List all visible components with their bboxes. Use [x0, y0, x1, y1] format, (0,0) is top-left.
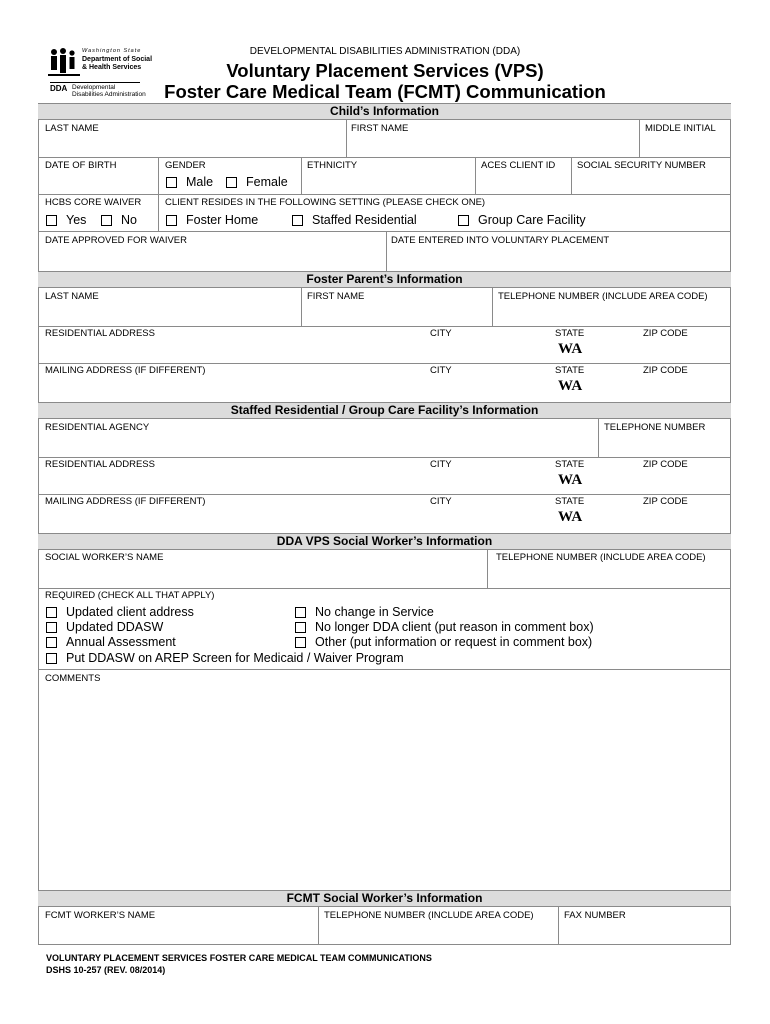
facility-mail-city-field[interactable]: CITY — [430, 496, 452, 507]
updated-ddasw-checkbox[interactable] — [46, 622, 57, 633]
updated-address-checkbox[interactable] — [46, 607, 57, 618]
child-ssn-field[interactable]: SOCIAL SECURITY NUMBER — [577, 160, 706, 171]
no-change-checkbox[interactable] — [295, 607, 306, 618]
foster-res-zip-field[interactable]: ZIP CODE — [643, 328, 688, 339]
facility-res-state-value: WA — [558, 472, 583, 488]
agency-name: DEVELOPMENTAL DISABILITIES ADMINISTRATION (DDA) — [249, 46, 521, 57]
option-no-longer-client[interactable]: No longer DDA client (put reason in comment box) — [295, 620, 594, 634]
logo-state: Washington State — [82, 48, 142, 54]
foster-mail-state-label: STATE — [555, 365, 585, 376]
option-updated-ddasw[interactable]: Updated DDASW — [46, 620, 163, 634]
annual-assessment-checkbox[interactable] — [46, 637, 57, 648]
gender-female-option[interactable]: Female — [226, 175, 288, 189]
gender-male-checkbox[interactable] — [166, 177, 177, 188]
setting-group-care-checkbox[interactable] — [458, 215, 469, 226]
section-child-heading: Child’s Information — [38, 103, 731, 120]
footer-form-number: DSHS 10-257 (REV. 08/2014) — [46, 965, 166, 975]
hcbs-no-option[interactable]: No — [101, 213, 137, 227]
foster-telephone-field[interactable]: TELEPHONE NUMBER (INCLUDE AREA CODE) — [498, 291, 708, 302]
child-first-name-field[interactable]: FIRST NAME — [351, 123, 409, 134]
foster-mail-state-value: WA — [558, 378, 583, 394]
foster-mail-zip-field[interactable]: ZIP CODE — [643, 365, 688, 376]
facility-mail-state-value: WA — [558, 509, 583, 525]
child-last-name-field[interactable]: LAST NAME — [45, 123, 99, 134]
setting-foster-home-option[interactable]: Foster Home — [166, 213, 258, 227]
option-arep-screen[interactable]: Put DDASW on AREP Screen for Medicaid / Waiver Program — [46, 651, 404, 665]
option-updated-address[interactable]: Updated client address — [46, 605, 194, 619]
facility-res-state-label: STATE — [555, 459, 585, 470]
facility-mail-address-field[interactable]: MAILING ADDRESS (IF DIFFERENT) — [45, 496, 206, 507]
foster-mail-address-field[interactable]: MAILING ADDRESS (IF DIFFERENT) — [45, 365, 206, 376]
foster-first-name-field[interactable]: FIRST NAME — [307, 291, 365, 302]
facility-mail-state-label: STATE — [555, 496, 585, 507]
form-frame — [38, 103, 731, 945]
section-fcmt-heading: FCMT Social Worker’s Information — [38, 890, 731, 907]
setting-staffed-residential-option[interactable]: Staffed Residential — [292, 213, 417, 227]
facility-res-zip-field[interactable]: ZIP CODE — [643, 459, 688, 470]
logo-dda-name: Developmental Disabilities Administration — [72, 84, 146, 98]
option-no-change[interactable]: No change in Service — [295, 605, 434, 619]
hcbs-waiver-label: HCBS CORE WAIVER — [45, 197, 142, 208]
child-middle-initial-field[interactable]: MIDDLE INITIAL — [645, 123, 716, 134]
section-vps-worker-heading: DDA VPS Social Worker’s Information — [38, 533, 731, 550]
arep-screen-checkbox[interactable] — [46, 653, 57, 664]
facility-telephone-field[interactable]: TELEPHONE NUMBER — [604, 422, 706, 433]
foster-res-city-field[interactable]: CITY — [430, 328, 452, 339]
child-gender-label: GENDER — [165, 160, 206, 171]
section-foster-heading: Foster Parent’s Information — [38, 271, 731, 288]
hcbs-yes-checkbox[interactable] — [46, 215, 57, 226]
option-annual-assessment[interactable]: Annual Assessment — [46, 635, 176, 649]
foster-last-name-field[interactable]: LAST NAME — [45, 291, 99, 302]
hcbs-no-checkbox[interactable] — [101, 215, 112, 226]
footer-form-name: VOLUNTARY PLACEMENT SERVICES FOSTER CARE MEDICAL TEAM COMMUNICATIONS — [46, 953, 432, 963]
vps-worker-name-field[interactable]: SOCIAL WORKER’S NAME — [45, 552, 164, 563]
facility-res-address-field[interactable]: RESIDENTIAL ADDRESS — [45, 459, 155, 470]
child-ethnicity-field[interactable]: ETHNICITY — [307, 160, 358, 171]
foster-mail-city-field[interactable]: CITY — [430, 365, 452, 376]
hcbs-yes-option[interactable]: Yes — [46, 213, 86, 227]
facility-agency-field[interactable]: RESIDENTIAL AGENCY — [45, 422, 150, 433]
date-entered-field[interactable]: DATE ENTERED INTO VOLUNTARY PLACEMENT — [391, 235, 610, 246]
foster-res-state-label: STATE — [555, 328, 585, 339]
child-aces-id-field[interactable]: ACES CLIENT ID — [481, 160, 556, 171]
fcmt-worker-name-field[interactable]: FCMT WORKER’S NAME — [45, 910, 156, 921]
comments-field[interactable]: COMMENTS — [45, 673, 101, 684]
form-title: Voluntary Placement Services (VPS) — [226, 60, 544, 81]
date-approved-field[interactable]: DATE APPROVED FOR WAIVER — [45, 235, 187, 246]
other-checkbox[interactable] — [295, 637, 306, 648]
foster-res-state-value: WA — [558, 341, 583, 357]
setting-staffed-residential-checkbox[interactable] — [292, 215, 303, 226]
no-longer-client-checkbox[interactable] — [295, 622, 306, 633]
setting-group-care-option[interactable]: Group Care Facility — [458, 213, 586, 227]
gender-male-option[interactable]: Male — [166, 175, 213, 189]
logo-dda: DDA — [50, 84, 68, 93]
foster-res-address-field[interactable]: RESIDENTIAL ADDRESS — [45, 328, 155, 339]
logo-department: Department of Social & Health Services — [82, 56, 153, 71]
form-subtitle: Foster Care Medical Team (FCMT) Communication — [164, 81, 606, 102]
vps-worker-telephone-field[interactable]: TELEPHONE NUMBER (INCLUDE AREA CODE) — [496, 552, 706, 563]
child-dob-field[interactable]: DATE OF BIRTH — [45, 160, 117, 171]
facility-mail-zip-field[interactable]: ZIP CODE — [643, 496, 688, 507]
fcmt-fax-field[interactable]: FAX NUMBER — [564, 910, 626, 921]
setting-label: CLIENT RESIDES IN THE FOLLOWING SETTING (PLEASE CHECK ONE) — [165, 197, 486, 208]
required-label: REQUIRED (CHECK ALL THAT APPLY) — [45, 590, 215, 601]
gender-female-checkbox[interactable] — [226, 177, 237, 188]
facility-res-city-field[interactable]: CITY — [430, 459, 452, 470]
fcmt-telephone-field[interactable]: TELEPHONE NUMBER (INCLUDE AREA CODE) — [324, 910, 534, 921]
section-facility-heading: Staffed Residential / Group Care Facility’s Information — [38, 402, 731, 419]
setting-foster-home-checkbox[interactable] — [166, 215, 177, 226]
option-other[interactable]: Other (put information or request in comment box) — [295, 635, 592, 649]
